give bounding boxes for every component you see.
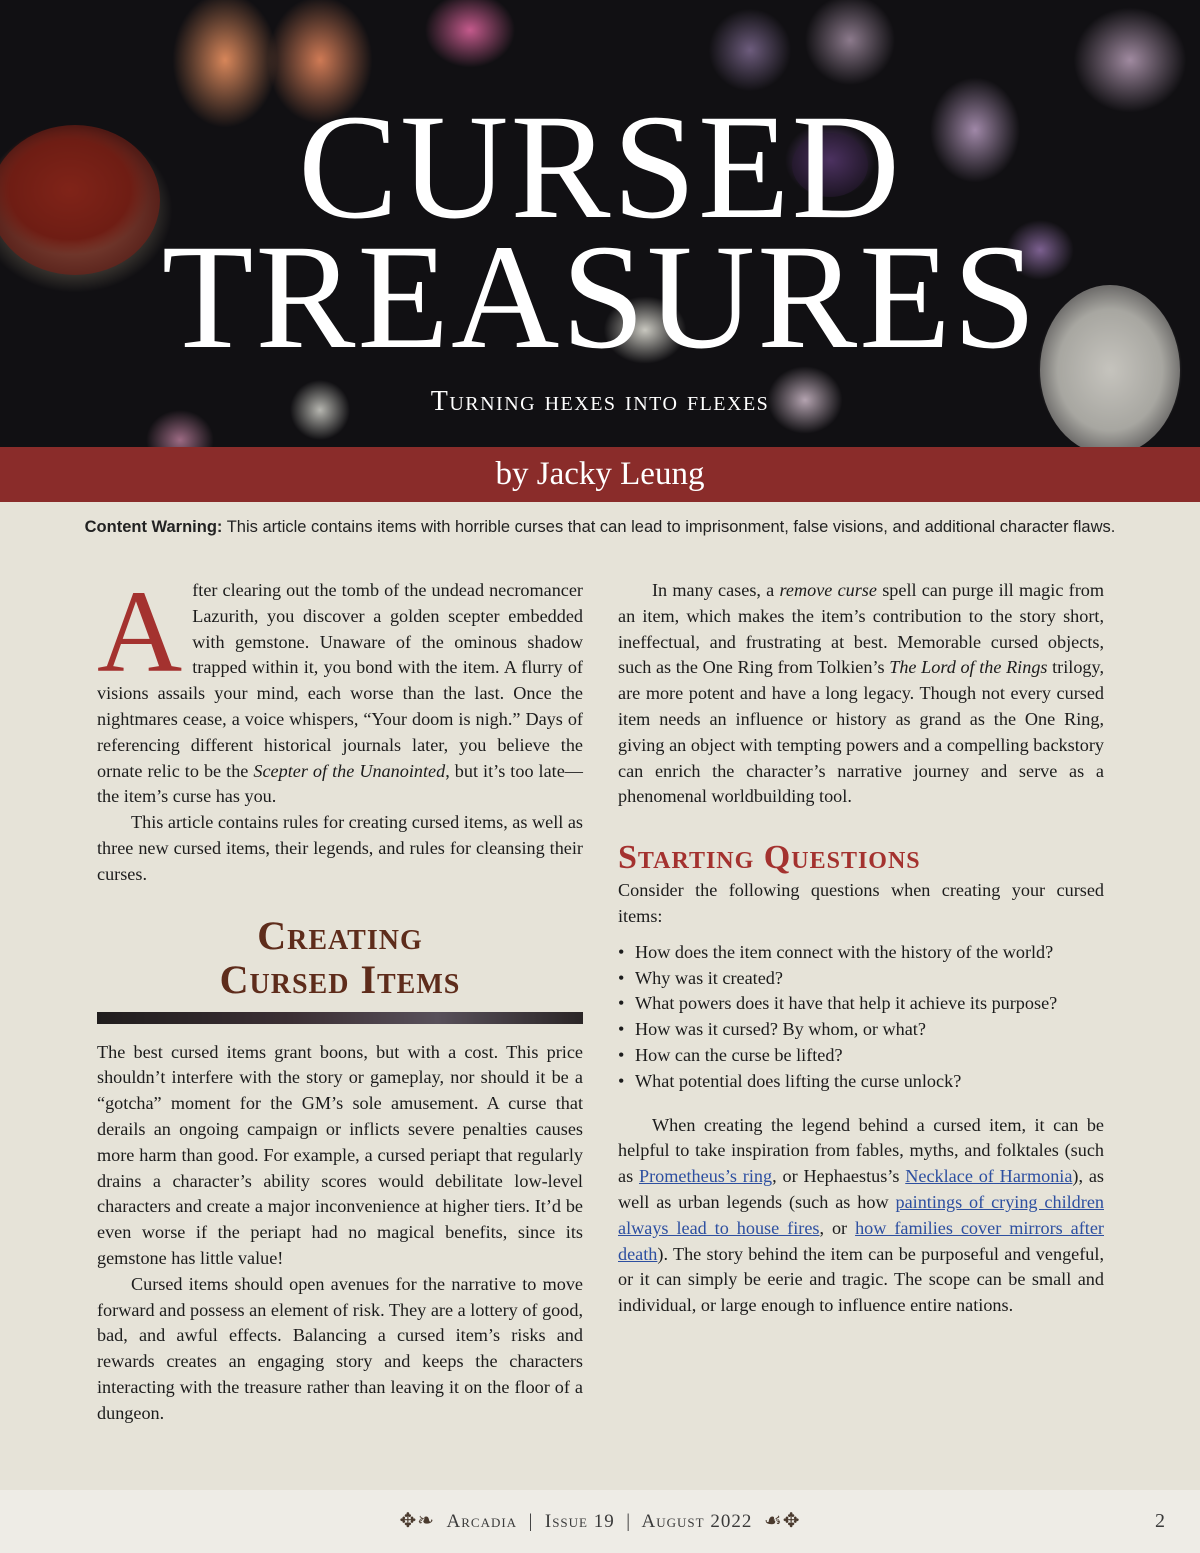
- section-rule: [97, 1012, 583, 1024]
- rc-text-c: trilogy, are more potent and have a long legacy. Though not every cursed item needs an influence or history as grand as the One Ring, giving an object with tempting powers and a compelling backstory can enrich the character’s narrative journey and serve as a phenomenal worldbuilding tool.: [618, 657, 1104, 807]
- paragraph-remove-curse: [618, 578, 1104, 810]
- list-item: • What powers does it have that help it achieve its purpose?: [618, 991, 1104, 1017]
- title-line-2: TREASURES: [161, 214, 1039, 380]
- questions-list: [618, 940, 1104, 1095]
- legend-text-e: ). The story behind the item can be purposeful and vengeful, or it can simply be eerie and tragic. The scope can be small and individual, or large enough to influence entire nations.: [618, 1243, 1104, 1316]
- footer-separator: |: [528, 1511, 534, 1532]
- ornament-right-icon: ☙✥: [763, 1510, 801, 1532]
- list-item: • Why was it created?: [618, 966, 1104, 992]
- footer-issue: Issue 19: [544, 1511, 615, 1532]
- section-heading-creating: [97, 914, 583, 1002]
- heading-line-1: Creating: [257, 912, 423, 958]
- link-prometheus-ring[interactable]: Prometheus’s ring: [638, 1166, 773, 1187]
- ornament-left-icon: ✥❧: [399, 1510, 435, 1532]
- footer: [0, 1508, 1200, 1533]
- content-warning-text: This article contains items with horrible curses that can lead to imprisonment, false visions, and additional character flaws.: [222, 518, 1116, 536]
- list-item: • How can the curse be lifted?: [618, 1043, 1104, 1069]
- footer-separator: |: [626, 1511, 632, 1532]
- left-column: [97, 566, 584, 1427]
- heading-line-2: Cursed Items: [219, 956, 461, 1002]
- overview-paragraph: This article contains rules for creating cursed items, as well as three new cursed items, their legends, and rules for cleansing their curses.: [97, 812, 584, 884]
- questions-intro: Consider the following questions when creating your cursed items:: [618, 880, 1104, 926]
- paragraph-best-cursed-items: The best cursed items grant boons, but with a cost. This price shouldn’t interfere with the story or gameplay, nor should it be a “gotcha” moment for the GM’s sole amusement. A curse that derails an ongoing campaign or inflicts severe penalties causes more harm than good. For example, a cursed periapt that regularly drains a character’s ability scores would debilitate low-level characters and create a major inconvenience at higher tiers. It’d be even worse if the periapt had no magical benefits, since its gemstone has little value!: [97, 1041, 583, 1268]
- legend-text-d: , or: [819, 1217, 856, 1238]
- subtitle: Turning hexes into flexes: [430, 386, 770, 417]
- link-cover-mirrors[interactable]: how families cover mirrors after death: [618, 1217, 1104, 1264]
- footer-publication: Arcadia: [446, 1511, 518, 1532]
- legend-text-b: , or Hephaestus’s: [772, 1166, 906, 1187]
- link-crying-children-paintings[interactable]: paintings of crying children always lead to house fires: [618, 1191, 1104, 1238]
- legend-text-a: When creating the legend behind a cursed item, it can be helpful to take inspiration from fables, myths, and folktales (such as: [618, 1114, 1104, 1187]
- paragraph-avenues: Cursed items should open avenues for the narrative to move forward and possess an element of risk. They are a lottery of good, bad, and awful effects. Balancing a cursed item’s risks and rewards creates an engaging story and keeps the characters interacting with the treasure rather than leaving it on the floor of a dungeon.: [97, 1273, 583, 1423]
- paragraph-legend: [618, 1113, 1104, 1319]
- footer-date: August 2022: [641, 1511, 753, 1532]
- rc-book-title: The Lord of the Rings: [889, 657, 1048, 678]
- title-line-1: CURSED: [298, 84, 902, 250]
- page-number: 2: [1155, 1510, 1165, 1532]
- byline: by Jacky Leung: [495, 456, 705, 492]
- right-column: [618, 578, 1104, 1319]
- section-heading-starting-questions: Starting Questions: [618, 839, 921, 877]
- rc-text-b: spell can purge ill magic from an item, which makes the item’s contribution to the story short, ineffectual, and frustrating at best. Memorable cursed objects, such as the One Ring from Tolkien’s: [618, 580, 1104, 678]
- drop-cap: A: [97, 566, 183, 697]
- legend-text-c: ), as well as urban legends (such as how: [618, 1166, 1104, 1212]
- intro-text-a: fter clearing out the tomb of the undead necromancer Lazurith, you discover a golden scepter embedded with gemstone. Unaware of the ominous shadow trapped within it, you bond with the item. A flurry of visions assails your mind, each worse than the last. Once the nightmares cease, a voice whispers, “Your doom is nigh.” Days of referencing different historical journals later, you believe the ornate relic to be the: [97, 580, 583, 781]
- hero-banner: [0, 0, 1200, 450]
- rc-text-a: In many cases, a: [652, 580, 780, 600]
- list-item: • How does the item connect with the history of the world?: [618, 940, 1104, 966]
- intro-text-b: , but it’s too late—the item’s curse has you.: [97, 760, 583, 807]
- link-necklace-of-harmonia[interactable]: Necklace of Harmonia: [905, 1166, 1073, 1187]
- intro-paragraph: [97, 566, 583, 810]
- list-item: • What potential does lifting the curse unlock?: [618, 1069, 1104, 1095]
- rc-spell-name: remove curse: [779, 580, 877, 600]
- intro-item-name: Scepter of the Unanointed: [253, 760, 446, 781]
- content-warning-label: Content Warning:: [84, 518, 223, 536]
- content-warning: [0, 518, 1200, 537]
- list-item: • How was it cursed? By whom, or what?: [618, 1017, 1104, 1043]
